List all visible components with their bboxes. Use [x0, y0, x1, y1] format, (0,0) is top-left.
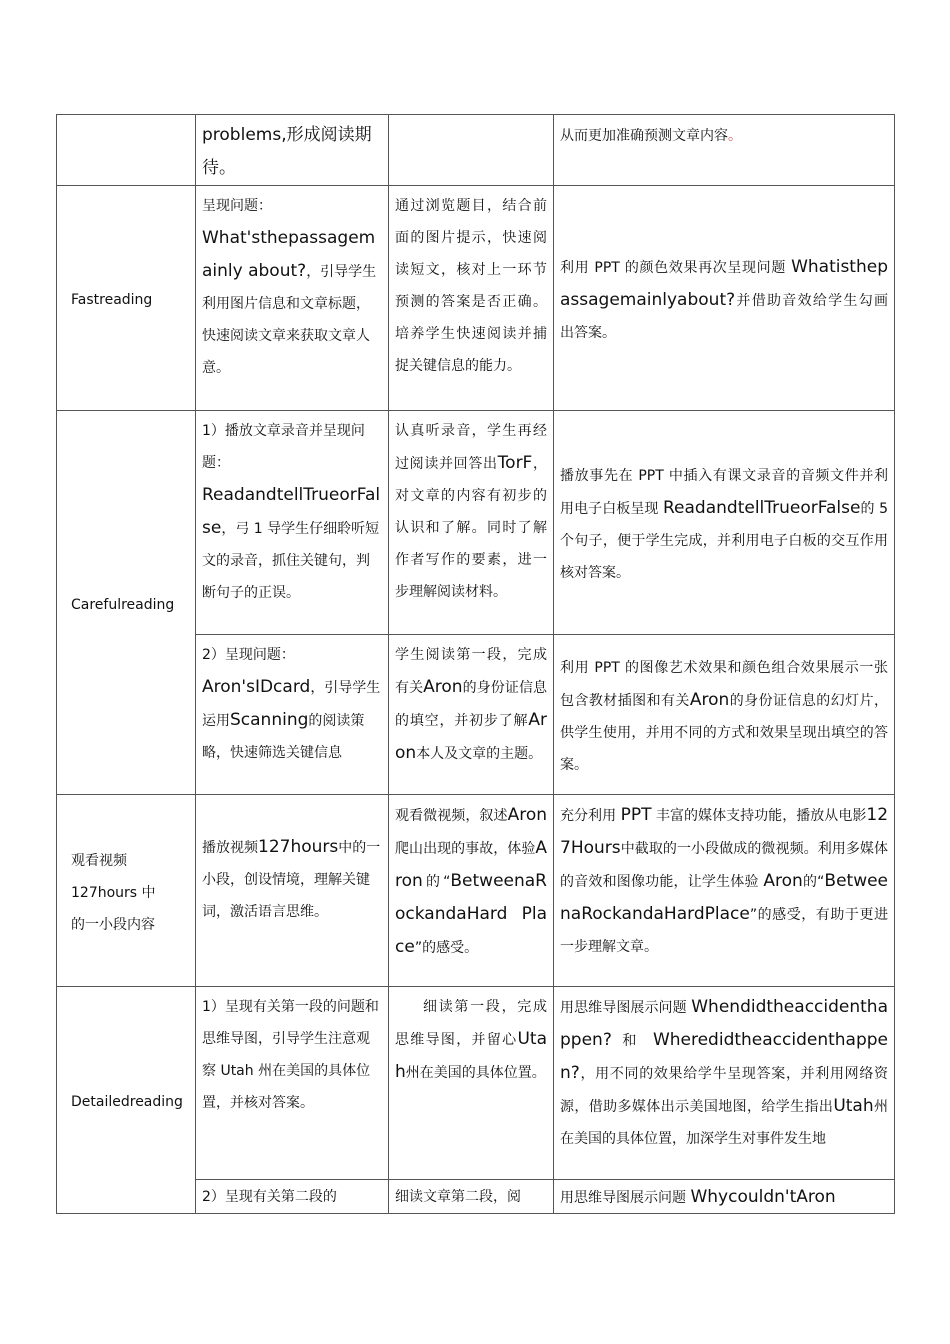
student-activity-cell	[389, 411, 554, 635]
student-activity-cell	[389, 115, 554, 186]
teacher-activity-text: 1）播放文章录音并呈现问题：	[202, 423, 365, 471]
media-design-question: Whatisthepassagemainlyabout?	[560, 257, 888, 310]
media-design-cell	[554, 635, 895, 795]
student-activity-text: 细读文章第二段，阅	[395, 1189, 521, 1205]
media-design-text: 并借助音效给学生勾画出答案。	[560, 293, 888, 341]
stage-label: 观看视频	[71, 852, 127, 869]
teacher-activity-cell	[196, 186, 389, 411]
media-design-question: ReadandtellTrueorFalse	[663, 498, 861, 518]
teacher-activity-text: 1）呈现有关第一段的问题和思维导图，引导学生注意观察 Utah 州在美国的具体位置，并核对答案。	[202, 999, 379, 1111]
teacher-activity-question: ReadandtellTrueorFalse	[202, 485, 381, 538]
media-design-question: Whycouldn'tAron	[690, 1187, 836, 1207]
media-design-text: 的“	[802, 874, 825, 890]
student-activity-text: 通过浏览题目，结合前面的图片提示，快速阅读短文，核对上一环节预测的答案是否正确。培养学生快速阅读并捕捉关键信息的能力。	[395, 198, 547, 374]
student-activity-cell	[389, 795, 554, 987]
media-design-question: Whendidtheaccidenthappen?	[560, 997, 888, 1050]
student-activity-term: Aron	[423, 677, 463, 697]
teacher-activity-cell	[196, 115, 389, 186]
media-design-cell	[554, 186, 895, 411]
student-activity-term: BetweenaRockandaHard Place	[395, 871, 547, 957]
media-design-text-end: 。	[728, 128, 742, 144]
media-design-term: 127Hours	[560, 805, 889, 858]
teacher-activity-text: 2）呈现问题：	[202, 647, 295, 663]
student-activity-text: 的身份证信息的填空，并初步了解	[395, 680, 548, 729]
table-row	[57, 795, 895, 987]
media-design-text: ，用不同的效果给学牛呈现答案，并利用网络资源，借助多媒体出示美国地图，给学生指出	[560, 1066, 888, 1115]
stage-cell	[57, 115, 196, 186]
table-row	[57, 987, 895, 1180]
student-activity-term: TorF	[497, 453, 533, 473]
stage-label: Fastreading	[71, 292, 153, 308]
stage-cell	[57, 411, 196, 795]
stage-cell	[57, 987, 196, 1214]
teacher-activity-cell	[196, 411, 389, 635]
student-activity-term: Utah	[395, 1029, 547, 1082]
student-activity-text: 爬山出现的事故，体验	[395, 841, 536, 857]
student-activity-text: 细读第一段，完成思维导图，并留心	[395, 999, 547, 1048]
media-design-text: 丰富的媒体支持功能，播放从电影	[655, 808, 867, 824]
teacher-activity-cell	[196, 795, 389, 987]
media-design-text: 利用 PPT 的图像艺术效果和颜色组合效果展示一张包含教材插图和有关	[560, 660, 888, 709]
teacher-activity-text: problems,形成阅读期待。	[202, 125, 372, 178]
media-design-term: BetweenaRockandaHardPlace	[560, 871, 889, 924]
table-row	[57, 411, 895, 635]
teacher-activity-cell	[196, 1180, 389, 1214]
media-design-question: Wheredidtheaccidenthappen?	[560, 1030, 889, 1083]
student-activity-text: 本人及文章的主题。	[416, 746, 543, 762]
media-design-term: Aron	[763, 871, 803, 891]
media-design-text: ”的感受，有助于更进一步理解文章。	[560, 907, 888, 955]
media-design-text: 用思维导图展示问题	[560, 1000, 687, 1016]
media-design-text: 利用 PPT 的颜色效果再次呈现问题	[560, 260, 786, 276]
media-design-text: 的身份证信息的幻灯片，供学生使用，并用不同的方式和效果呈现出填空的答案。	[560, 693, 889, 773]
table-row	[57, 186, 895, 411]
student-activity-text: ”的感受。	[414, 940, 479, 956]
media-design-text: 充分利用	[560, 808, 617, 824]
media-design-text: 的 5 个句子，便于学生完成，并利用电子白板的交互作用核对答案。	[560, 501, 889, 581]
lesson-plan-table	[56, 114, 895, 1214]
teacher-activity-text: 2）呈现有关第二段的	[202, 1189, 337, 1205]
teacher-activity-cell	[196, 987, 389, 1180]
media-design-text: 从而更加准确预测文章内容	[560, 128, 728, 144]
teacher-activity-text: 播放视频	[202, 840, 258, 856]
student-activity-text: 观看微视频，叙述	[395, 808, 508, 824]
teacher-activity-text: ，弓 1 导学生仔细聆听短文的录音，抓住关键句，判断句子的正误。	[202, 521, 380, 601]
stage-cell	[57, 795, 196, 987]
student-activity-cell	[389, 1180, 554, 1214]
student-activity-term: Aron	[395, 838, 547, 891]
media-design-term: Aron	[689, 690, 730, 710]
stage-label: 的一小段内容	[71, 916, 155, 933]
student-activity-text: 的“	[422, 874, 451, 890]
student-activity-text: 学生阅读第一段，完成有关	[395, 647, 547, 696]
media-design-text: 州在美国的具体位置，加深学生对事件发生地	[560, 1099, 889, 1147]
media-design-text: 用思维导图展示问题	[560, 1190, 686, 1206]
teacher-activity-text: 中的一小段，创设情境，理解关键词，激活语言思维。	[202, 840, 381, 920]
stage-label: 中	[141, 884, 156, 901]
teacher-activity-text: ，引导学生运用	[202, 680, 381, 729]
media-design-cell	[554, 411, 895, 635]
teacher-activity-term: 127hours	[258, 837, 339, 857]
stage-label: Carefulreading	[71, 596, 175, 613]
teacher-activity-text: ，引导学生利用图片信息和文章标题，快速阅读文章来获取文章人意。	[202, 264, 377, 376]
stage-label-term: 127hours	[71, 884, 138, 901]
media-design-cell	[554, 1180, 895, 1214]
media-design-cell	[554, 115, 895, 186]
media-design-text: 和	[622, 1033, 643, 1049]
media-design-text: 播放事先在 PPT 中插入有课文录音的音频文件并利用电子白板呈现	[560, 468, 888, 517]
student-activity-term: Aron	[507, 805, 547, 825]
media-design-cell	[554, 795, 895, 987]
stage-cell	[57, 186, 196, 411]
media-design-term: Utah	[833, 1096, 874, 1116]
table-row	[57, 115, 895, 186]
student-activity-cell	[389, 987, 554, 1180]
student-activity-text: 州在美国的具体位置。	[405, 1065, 546, 1081]
media-design-cell	[554, 987, 895, 1180]
stage-label: Detailedreading	[71, 1094, 183, 1110]
student-activity-term: Aron	[395, 710, 547, 763]
teacher-activity-text: 呈现问题：	[202, 198, 272, 214]
teacher-activity-text: 的阅读策略，快速筛选关键信息	[202, 713, 365, 761]
media-design-term: PPT	[620, 805, 652, 825]
student-activity-text: ，对文章的内容有初步的认识和了解。同时了解作者写作的要素，进一步理解阅读材料。	[395, 456, 548, 600]
student-activity-cell	[389, 186, 554, 411]
teacher-activity-term: Scanning	[230, 710, 309, 730]
teacher-activity-question: What'sthepassagemainly about?	[202, 228, 376, 281]
student-activity-text: 认真听录音，学生再经过阅读并回答出	[395, 423, 547, 472]
media-design-text: 中截取的一小段做成的微视频。利用多媒体的音效和图像功能，让学生体验	[560, 841, 888, 890]
student-activity-cell	[389, 635, 554, 795]
teacher-activity-question: Aron'sIDcard	[202, 677, 311, 697]
teacher-activity-cell	[196, 635, 389, 795]
